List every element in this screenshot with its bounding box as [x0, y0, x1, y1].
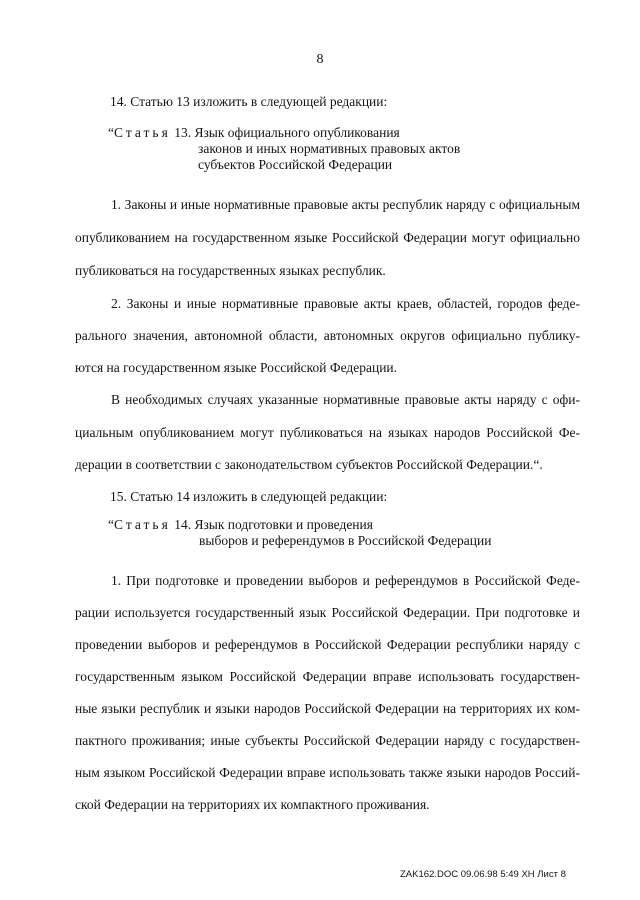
document-footer: ZAK162.DOC 09.06.98 5:49 ХН Лист 8 [400, 869, 566, 880]
art13-p1-line-3: публиковаться на государственных языках республик. [75, 263, 386, 278]
art13-p3-line-1: В необходимых случаях указанные нормативные правовые акты наряду с офи- [111, 392, 580, 407]
article-13-title-line-2: законов и иных нормативных правовых актов [198, 141, 461, 156]
article-13-heading-line-1 [108, 125, 400, 141]
art13-p1-line-2: опубликованием на государственном языке Российской Федерации могут официально [75, 230, 580, 245]
art14-p1-line-5: ные языки республик и языки народов Российской Федерации на территориях их ком- [75, 701, 580, 716]
article-number: 14. [170, 517, 192, 532]
article-14-heading [108, 517, 373, 533]
art13-p2-line-2: рального значения, автономной области, автономных округов официально публику- [75, 328, 580, 343]
item-15-intro: 15. Статью 14 изложить в следующей редакции: [110, 489, 388, 504]
article-13-heading [108, 125, 400, 141]
art14-p1-line-2: рации используется государственный язык Российской Федерации. При подготовке и [75, 605, 580, 620]
item-14-intro: 14. Статью 13 изложить в следующей редакции: [110, 94, 388, 109]
art13-p2-line-3: ются на государственном языке Российской Федерации. [75, 360, 398, 375]
art14-p1-line-4: государственным языком Российской Федерации вправе использовать государствен- [75, 669, 580, 684]
opening-quote: “ [108, 125, 114, 140]
art13-p3-line-3: дерации в соответствии с законодательством субъектов Российской Федерации.“. [75, 457, 543, 472]
article-13-title-line-1: Язык официального опубликования [194, 125, 400, 140]
art14-p1-line-8: ской Федерации на территориях их компактного проживания. [75, 797, 430, 812]
opening-quote: “ [108, 517, 114, 532]
article-number: 13. [170, 125, 192, 140]
art14-p1-line-6: пактного проживания; иные субъекты Российской Федерации наряду с государствен- [75, 733, 580, 748]
art13-p3-line-2: циальным опубликованием могут публиковаться на языках народов Российской Фе- [75, 425, 580, 440]
article-word: Статья [114, 517, 171, 532]
art14-p1-line-1: 1. При подготовке и проведении выборов и референдумов в Российской Феде- [111, 573, 580, 588]
article-word: Статья [114, 125, 171, 140]
article-13-title-line-3: субъектов Российской Федерации [198, 157, 393, 172]
art14-p1-line-3: проведении выборов и референдумов в Российской Федерации республики наряду с [75, 637, 580, 652]
art13-p1-line-1: 1. Законы и иные нормативные правовые акты республик наряду с официальным [111, 197, 580, 212]
page-number: 8 [316, 52, 324, 67]
art14-p1-line-7: ным языком Российской Федерации вправе использовать также языки народов Россий- [75, 765, 580, 780]
article-14-title-line-1: Язык подготовки и проведения [194, 517, 373, 532]
article-14-title-line-2: выборов и референдумов в Российской Федерации [199, 533, 492, 548]
article-14-heading-line-1 [108, 517, 373, 533]
art13-p2-line-1: 2. Законы и иные нормативные правовые акты краев, областей, городов феде- [111, 296, 580, 311]
